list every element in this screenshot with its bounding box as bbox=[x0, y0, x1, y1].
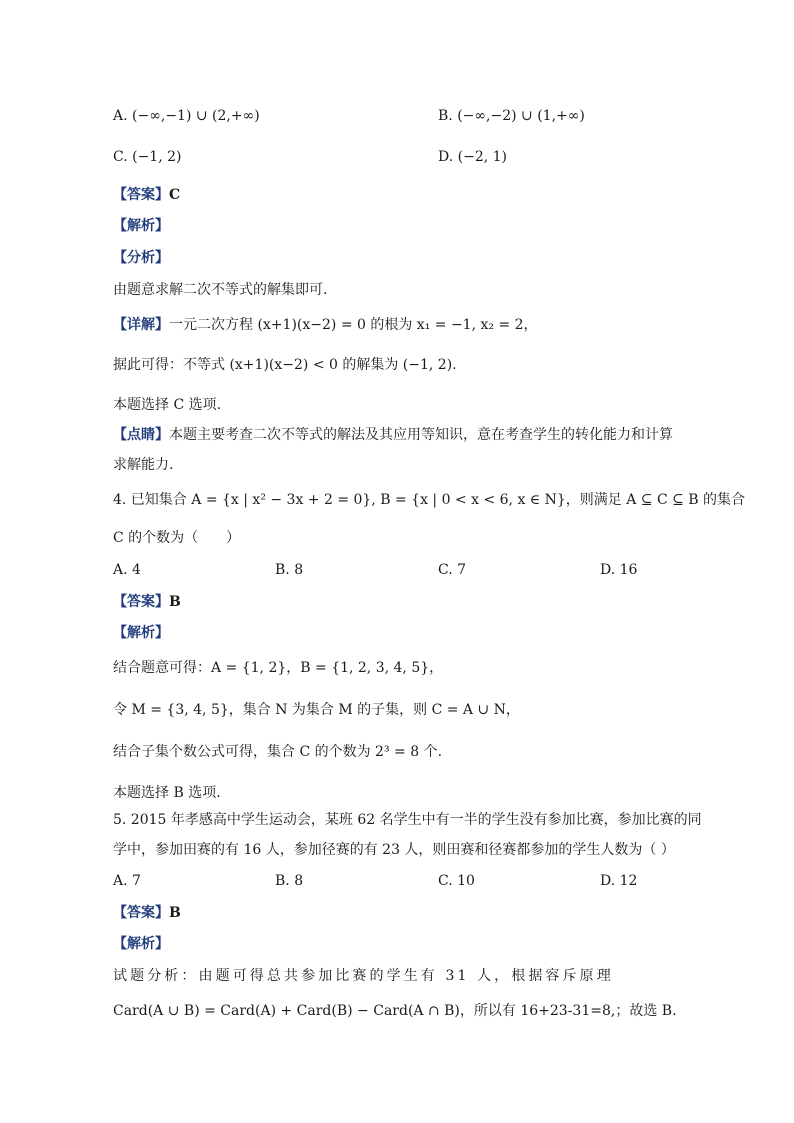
answer-value: B bbox=[169, 594, 181, 610]
q3-answer-line bbox=[113, 185, 180, 205]
q3-option-c: C. (−1, 2) bbox=[113, 149, 182, 165]
q5-stem-cont: 学中，参加田赛的有 16 人，参加径赛的有 23 人，则田赛和径赛都参加的学生人数为（ ） bbox=[113, 842, 675, 858]
q4-option-c: C. 7 bbox=[438, 562, 467, 578]
q5-option-b: B. 8 bbox=[275, 873, 304, 889]
detail-text: 一元二次方程 (x+1)(x−2) = 0 的根为 x₁ = −1, x₂ = 2， bbox=[169, 317, 538, 333]
q4-line-2: 令 M = {3, 4, 5}，集合 N 为集合 M 的子集，则 C = A ∪ N， bbox=[113, 702, 520, 718]
q4-answer-line bbox=[113, 592, 181, 612]
analysis-tag: 【解析】 bbox=[113, 936, 169, 952]
q4-line-3: 结合子集个数公式可得，集合 C 的个数为 2³ = 8 个. bbox=[113, 744, 443, 760]
analysis-tag: 【解析】 bbox=[113, 218, 169, 234]
q5-stem: 5. 2015 年孝感高中学生运动会，某班 62 名学生中有一半的学生没有参加比赛，参加比赛的同 bbox=[113, 812, 702, 828]
answer-value: B bbox=[169, 905, 181, 921]
answer-tag: 【答案】 bbox=[113, 594, 169, 610]
comment-line bbox=[113, 425, 673, 445]
q4-stem: 4. 已知集合 A = {x | x² − 3x + 2 = 0}, B = {x | 0 < x < 6, x ∈ N}，则满足 A ⊆ C ⊆ B 的集合 bbox=[113, 492, 746, 508]
q5-answer-line bbox=[113, 903, 181, 923]
comment-text-cont: 求解能力. bbox=[113, 457, 174, 473]
detail-tag: 【详解】 bbox=[113, 317, 169, 333]
comment-text: 本题主要考查二次不等式的解法及其应用等知识，意在考查学生的转化能力和计算 bbox=[169, 427, 673, 443]
select-line: 本题选择 C 选项. bbox=[113, 397, 222, 413]
q5-line-2: Card(A ∪ B) = Card(A) + Card(B) − Card(A ∩ B)，所以有 16+23-31=8,；故选 B. bbox=[113, 1003, 677, 1019]
q5-option-d: D. 12 bbox=[600, 873, 638, 889]
q4-option-d: D. 16 bbox=[600, 562, 638, 578]
q5-option-a: A. 7 bbox=[113, 873, 141, 889]
q3-option-a: A. (−∞,−1) ∪ (2,+∞) bbox=[113, 108, 260, 124]
q4-option-b: B. 8 bbox=[275, 562, 304, 578]
answer-tag: 【答案】 bbox=[113, 905, 169, 921]
fenxi-tag: 【分析】 bbox=[113, 250, 169, 266]
deduce-line: 据此可得：不等式 (x+1)(x−2) < 0 的解集为 (−1, 2). bbox=[113, 357, 457, 373]
answer-tag: 【答案】 bbox=[113, 187, 169, 203]
detail-line bbox=[113, 315, 538, 335]
q5-line-1: 试题分析：由题可得总共参加比赛的学生有 31 人，根据容斥原理 bbox=[113, 968, 614, 984]
q4-stem-cont: C 的个数为（ ） bbox=[113, 530, 241, 546]
q4-line-4: 本题选择 B 选项. bbox=[113, 785, 221, 801]
q3-option-d: D. (−2, 1) bbox=[438, 149, 507, 165]
analysis-tag: 【解析】 bbox=[113, 625, 169, 641]
q4-line-1: 结合题意可得：A = {1, 2}，B = {1, 2, 3, 4, 5}， bbox=[113, 660, 444, 676]
fenxi-text: 由题意求解二次不等式的解集即可. bbox=[113, 282, 328, 298]
q3-option-b: B. (−∞,−2) ∪ (1,+∞) bbox=[438, 108, 585, 124]
q4-option-a: A. 4 bbox=[113, 562, 141, 578]
q5-option-c: C. 10 bbox=[438, 873, 475, 889]
comment-tag: 【点睛】 bbox=[113, 427, 169, 443]
answer-value: C bbox=[169, 187, 181, 203]
